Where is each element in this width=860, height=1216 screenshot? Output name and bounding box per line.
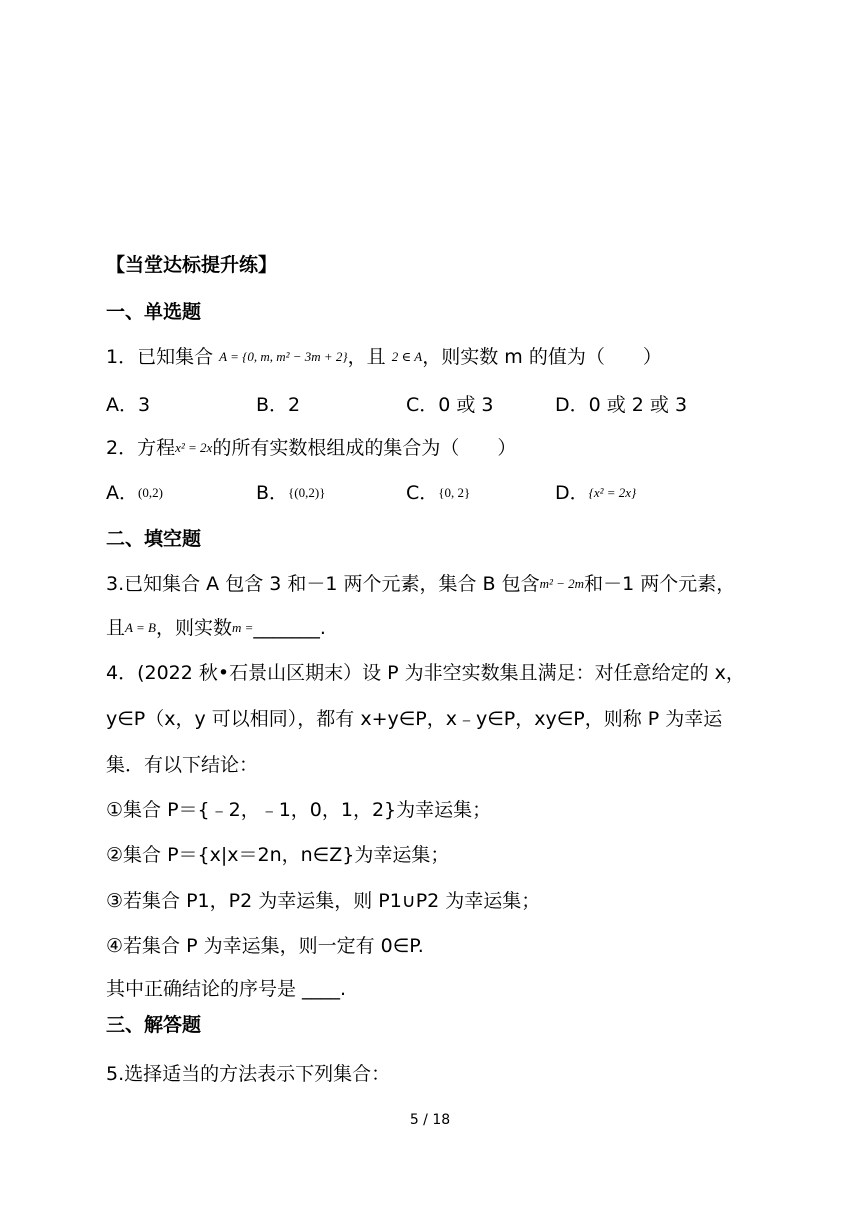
q2-option-b-letter: B． — [256, 482, 289, 504]
question-2 — [106, 435, 516, 461]
q3-line2-blank: _______. — [253, 617, 326, 639]
q1-suffix: ，则实数 m 的值为（ ） — [422, 346, 662, 368]
q3-line2-formula-2: m = — [231, 620, 254, 635]
q3-line1-formula: m² − 2m — [539, 576, 585, 591]
question-4-line-3: 集．有以下结论： — [106, 754, 259, 776]
q4-statement-1: ①集合 P＝{﹣2，﹣1，0，1，2}为幸运集； — [106, 799, 492, 821]
question-1 — [106, 344, 662, 370]
q2-option-d-math: {x² = 2x} — [588, 485, 637, 500]
question-4-line-1: 4．(2022 秋•石景山区期末）设 P 为非空实数集且满足：对任意给定的 x， — [106, 662, 745, 684]
q3-line1-suffix: 和－1 两个元素， — [584, 573, 736, 595]
question-4-line-2: y∈P（x，y 可以相同），都有 x+y∈P，x﹣y∈P，xy∈P，则称 P 为幸运 — [106, 708, 723, 730]
section-heading: 【当堂达标提升练】 — [106, 254, 278, 276]
q1-option-d: D．0 或 2 或 3 — [555, 394, 688, 416]
q1-prefix: 1．已知集合 — [106, 346, 214, 368]
section-fill-in: 二、填空题 — [106, 528, 202, 550]
q2-equation: x² = 2x — [175, 440, 213, 455]
question-5: 5.选择适当的方法表示下列集合： — [106, 1063, 391, 1085]
q1-option-b: B．2 — [256, 394, 301, 416]
q1-set-formula: A = {0, m, m² − 3m + 2} — [219, 349, 348, 364]
section-single-choice: 一、单选题 — [106, 301, 202, 323]
q2-prefix: 2．方程 — [106, 437, 176, 459]
q4-statement-2: ②集合 P＝{x|x＝2n，n∈Z}为幸运集； — [106, 844, 450, 866]
q2-option-b-math: {(0,2)} — [288, 485, 326, 500]
q3-line2-prefix: 且 — [106, 617, 126, 639]
section-answer: 三、解答题 — [106, 1014, 202, 1036]
q2-suffix: 的所有实数根组成的集合为（ ） — [212, 437, 517, 459]
question-3-line-2 — [106, 615, 326, 641]
q1-condition-formula: 2 ∈ A — [391, 349, 423, 364]
q2-option-c-letter: C． — [406, 482, 439, 504]
q3-line2-mid: ，则实数 — [155, 617, 232, 639]
q4-question: 其中正确结论的序号是 ____. — [106, 978, 347, 1000]
q2-option-d-letter: D． — [555, 482, 589, 504]
q2-option-a-math: (0,2) — [138, 485, 163, 500]
q2-option-a — [106, 480, 163, 506]
q2-option-d — [555, 480, 636, 506]
q1-option-a: A．3 — [106, 394, 151, 416]
q2-option-c-math: {0, 2} — [438, 485, 471, 500]
q2-option-c — [406, 480, 470, 506]
q4-statement-4: ④若集合 P 为幸运集，则一定有 0∈P. — [106, 935, 424, 957]
q3-line2-formula: A = B — [125, 620, 156, 635]
q1-mid: ，且 — [347, 346, 386, 368]
q2-option-a-letter: A． — [106, 482, 138, 504]
page-number: 5 / 18 — [409, 1112, 451, 1128]
q3-line1-prefix: 3.已知集合 A 包含 3 和－1 两个元素，集合 B 包含 — [106, 573, 540, 595]
q4-statement-3: ③若集合 P1，P2 为幸运集，则 P1∪P2 为幸运集； — [106, 890, 541, 912]
question-3-line-1 — [106, 571, 735, 597]
q2-option-b — [256, 480, 325, 506]
q1-option-c: C．0 或 3 — [406, 394, 494, 416]
